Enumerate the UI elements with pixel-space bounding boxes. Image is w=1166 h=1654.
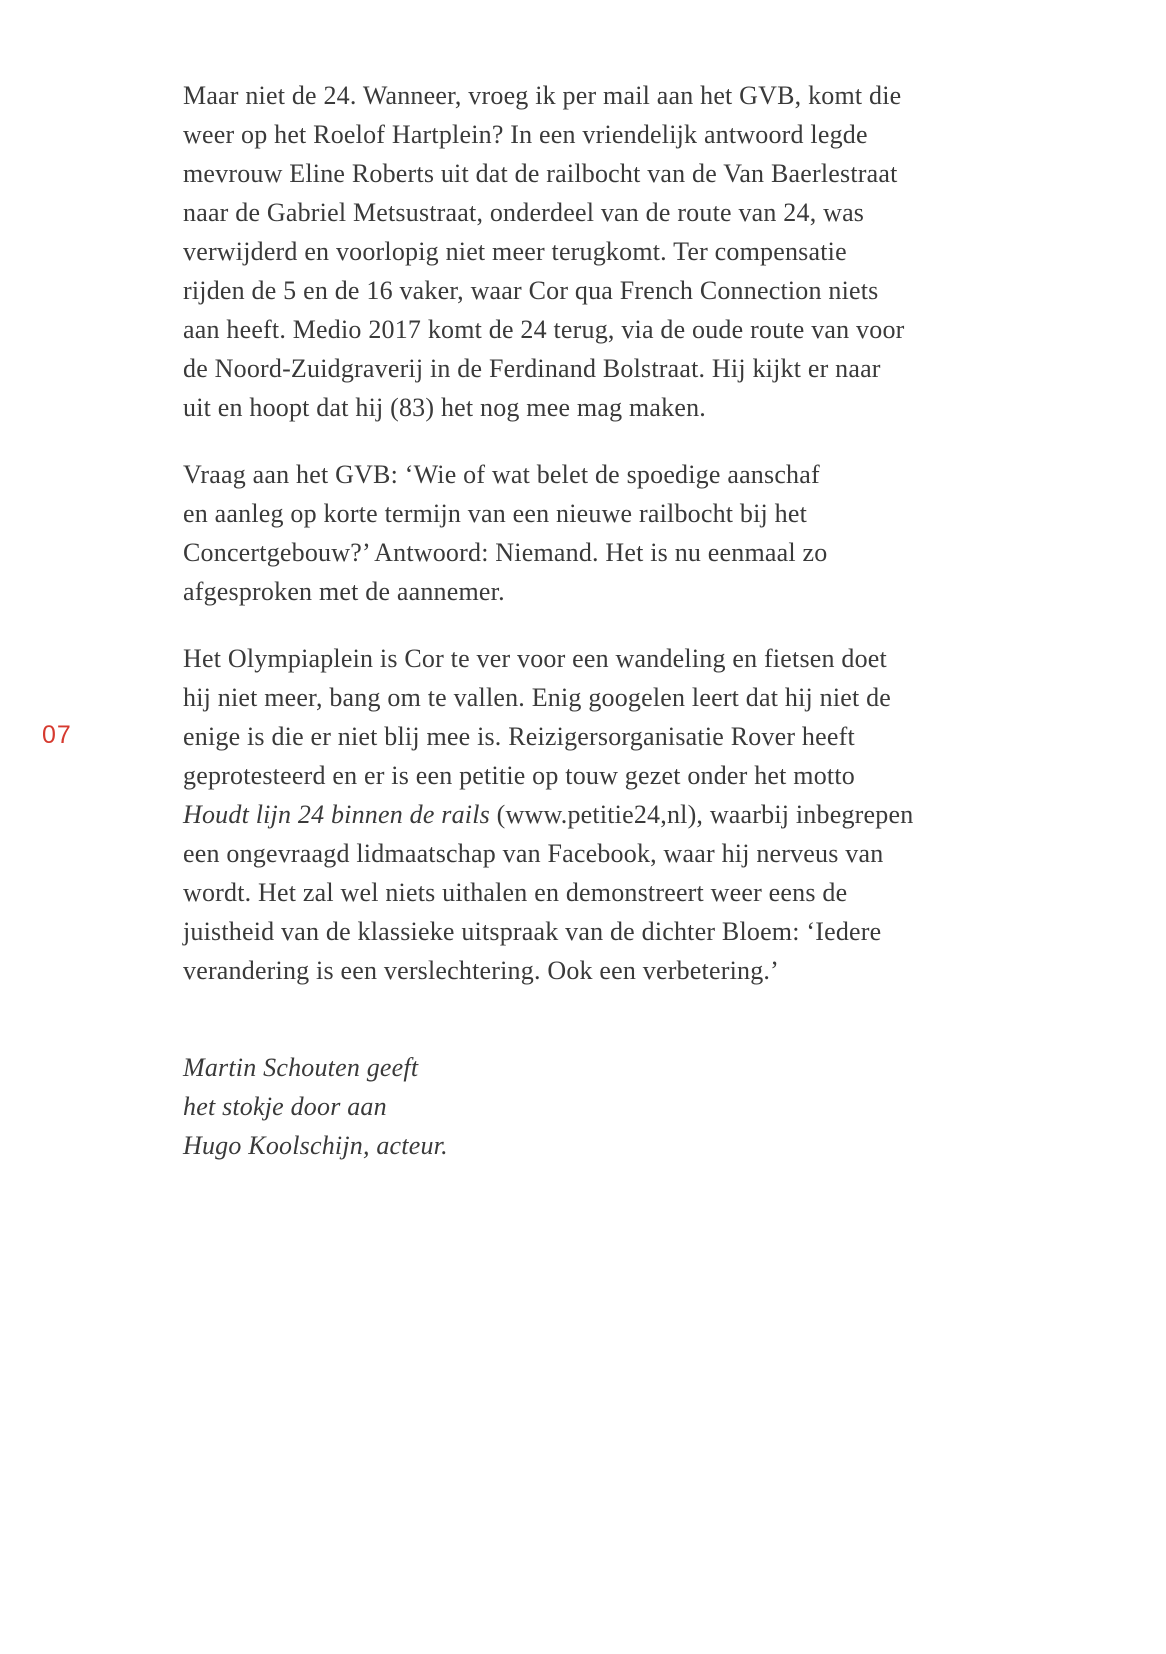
page-number: 07 [42,721,72,749]
text-line [183,1087,1053,1126]
text-line [183,271,1053,310]
text-line [183,154,1053,193]
text-segment: Martin Schouten geeft [183,1053,419,1082]
paragraph [183,76,1053,427]
text-segment: Maar niet de 24. Wanneer, vroeg ik per mail aan het GVB, komt die [183,81,902,110]
text-line [183,834,1053,873]
article-body [183,76,1053,1165]
text-line [183,951,1053,990]
text-segment: verwijderd en voorlopig niet meer terugkomt. Ter compensatie [183,237,847,266]
text-segment: hij niet meer, bang om te vallen. Enig googelen leert dat hij niet de [183,683,892,712]
text-segment: een ongevraagd lidmaatschap van Facebook, waar hij nerveus van [183,839,884,868]
text-segment: het stokje door aan [183,1092,387,1121]
text-segment: geprotesteerd en er is een petitie op touw gezet onder het motto [183,761,855,790]
text-line [183,533,1053,572]
text-line [183,115,1053,154]
text-line [183,639,1053,678]
text-segment: weer op het Roelof Hartplein? In een vriendelijk antwoord legde [183,120,868,149]
text-line [183,76,1053,115]
text-segment: wordt. Het zal wel niets uithalen en demonstreert weer eens de [183,878,848,907]
text-line [183,193,1053,232]
text-line [183,756,1053,795]
text-line [183,349,1053,388]
text-line [183,572,1053,611]
text-line [183,1048,1053,1087]
text-segment: Vraag aan het GVB: ‘Wie of wat belet de spoedige aanschaf [183,460,820,489]
text-line [183,494,1053,533]
text-segment: rijden de 5 en de 16 vaker, waar Cor qua French Connection niets [183,276,879,305]
text-line [183,310,1053,349]
paragraph [183,639,1053,990]
text-segment: de Noord-Zuidgraverij in de Ferdinand Bolstraat. Hij kijkt er naar [183,354,881,383]
text-segment: verandering is een verslechtering. Ook een verbetering.’ [183,956,779,985]
text-segment: uit en hoopt dat hij (83) het nog mee mag maken. [183,393,706,422]
author-signature [183,1048,1053,1165]
text-segment: enige is die er niet blij mee is. Reizigersorganisatie Rover heeft [183,722,855,751]
text-line [183,678,1053,717]
text-line [183,388,1053,427]
text-line [183,455,1053,494]
text-line [183,1126,1053,1165]
text-segment: Hugo Koolschijn, acteur. [183,1131,448,1160]
text-segment: mevrouw Eline Roberts uit dat de railbocht van de Van Baerlestraat [183,159,898,188]
text-segment: (www.petitie24,nl), waarbij inbegrepen [489,800,914,829]
text-line [183,873,1053,912]
text-segment: aan heeft. Medio 2017 komt de 24 terug, via de oude route van voor [183,315,905,344]
text-segment: Het Olympiaplein is Cor te ver voor een wandeling en fietsen doet [183,644,887,673]
text-segment: en aanleg op korte termijn van een nieuwe railbocht bij het [183,499,808,528]
text-line [183,912,1053,951]
text-segment: naar de Gabriel Metsustraat, onderdeel van de route van 24, was [183,198,865,227]
text-segment: afgesproken met de aannemer. [183,577,505,606]
text-line [183,795,1053,834]
text-line [183,232,1053,271]
italic-text-segment: Houdt lijn 24 binnen de rails [183,800,490,829]
text-line [183,717,1053,756]
paragraph [183,455,1053,611]
text-segment: juistheid van de klassieke uitspraak van de dichter Bloem: ‘Iedere [183,917,882,946]
text-segment: Concertgebouw?’ Antwoord: Niemand. Het is nu eenmaal zo [183,538,828,567]
